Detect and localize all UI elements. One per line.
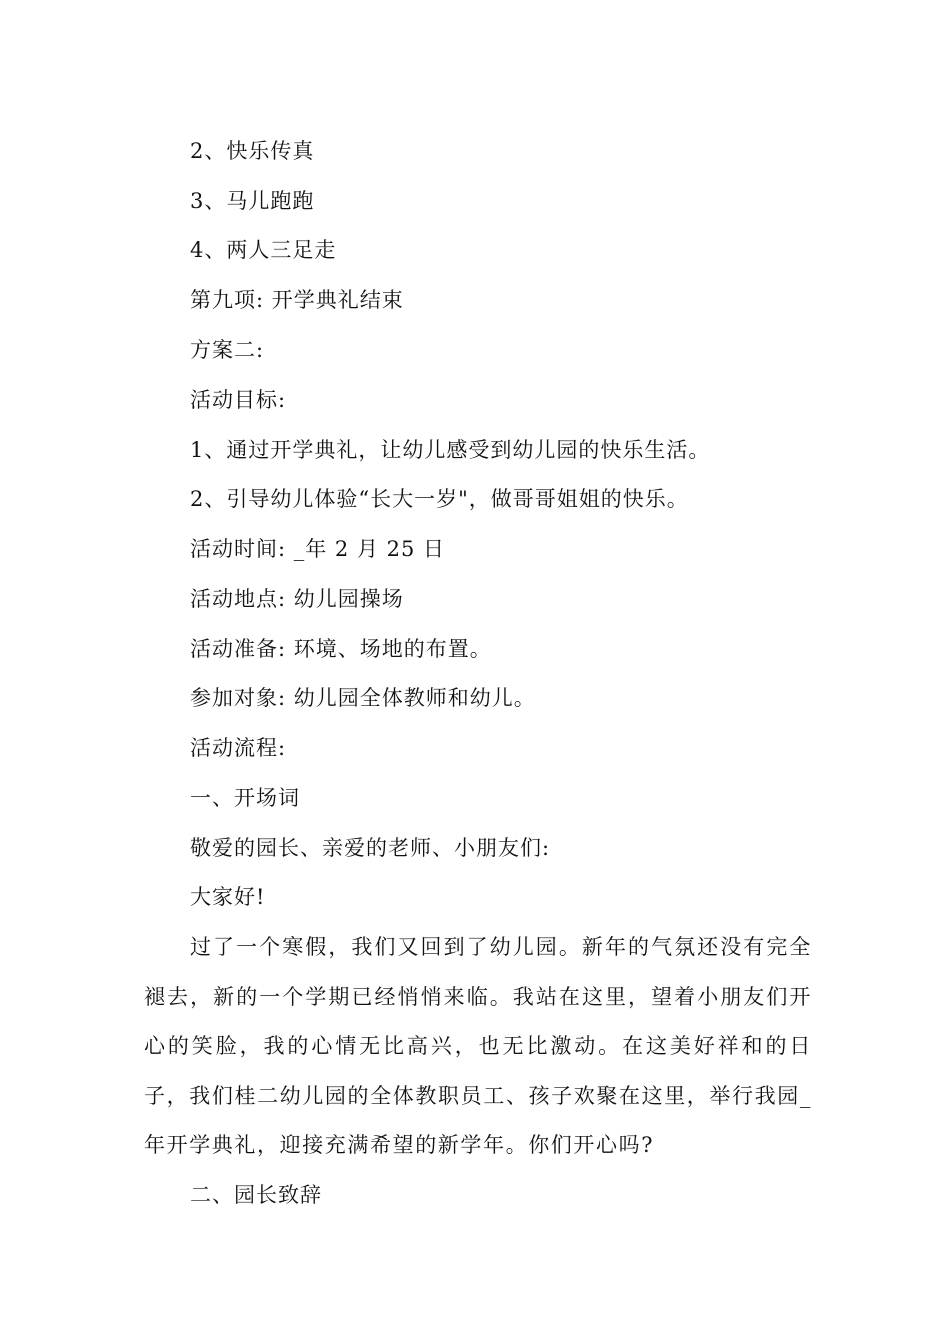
principal-speech-heading: 二、园长致辞	[190, 1183, 322, 1207]
activity-preparation: 活动准备: 环境、场地的布置。	[190, 637, 492, 661]
activity-location: 活动地点: 幼儿园操场	[190, 587, 404, 611]
activity-time: 活动时间: _年 2 月 25 日	[190, 537, 446, 561]
program-item-4: 4、两人三足走	[190, 238, 337, 262]
participants: 参加对象: 幼儿园全体教师和幼儿。	[190, 686, 536, 710]
program-item-3: 3、马儿跑跑	[190, 189, 315, 213]
hello-line: 大家好!	[190, 885, 266, 909]
activity-process-heading: 活动流程:	[190, 736, 287, 760]
goal-item-1: 1、通过开学典礼，让幼儿感受到幼儿园的快乐生活。	[190, 438, 711, 462]
program-item-2: 2、快乐传真	[190, 139, 315, 163]
speech-paragraph: 过了一个寒假，我们又回到了幼儿园。新年的气氛还没有完全褪去，新的一个学期已经悄悄来临。我站在这里，望着小朋友们开心的笑脸，我的心情无比高兴，也无比激动。在这美好祥和的日子，我们桂二幼儿园的全体教职员工、孩子欢聚在这里，举行我园_年开学典礼，迎接充满希望的新学年。你们开心吗?	[144, 935, 812, 1158]
goals-heading: 活动目标:	[190, 388, 287, 412]
opening-remarks-heading: 一、开场词	[190, 786, 300, 810]
goal-item-2: 2、引导幼儿体验“长大一岁"，做哥哥姐姐的快乐。	[190, 487, 689, 511]
ceremony-end-item: 第九项: 开学典礼结束	[190, 288, 404, 312]
plan-two-heading: 方案二:	[190, 338, 265, 362]
greeting-line: 敬爱的园长、亲爱的老师、小朋友们:	[190, 836, 551, 860]
